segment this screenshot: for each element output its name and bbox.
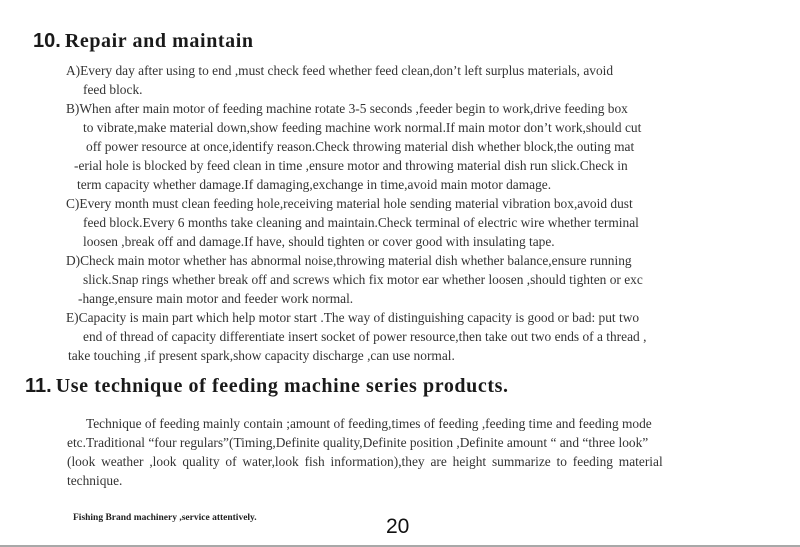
item-d-line: -hange,ensure main motor and feeder work normal. [78, 291, 354, 306]
page-number: 20 [386, 515, 410, 538]
item-d-line: D)Check main motor whether has abnormal noise,throwing material dish whether balance,ensure running [66, 253, 632, 268]
section-11-heading [25, 375, 509, 398]
item-b-line: term capacity whether damage.If damaging,exchange in time,avoid main motor damage. [77, 177, 552, 192]
paragraph-line: Technique of feeding mainly contain ;amount of feeding,times of feeding ,feeding time and feeding mode [86, 416, 652, 431]
item-c-line: C)Every month must clean feeding hole,receiving material hole sending material vibration box,avoid dust [66, 196, 633, 211]
item-e-line: take touching ,if present spark,show capacity discharge ,can use normal. [68, 348, 455, 363]
item-a-line: feed block. [83, 82, 143, 97]
item-b-line: -erial hole is blocked by feed clean in time ,ensure motor and throwing material dish run slick.Check in [74, 158, 628, 173]
item-e-line: end of thread of capacity differentiate insert socket of power resource,then take out two ends of a thread , [83, 329, 647, 344]
section-10-title: Repair and maintain [64, 30, 254, 52]
section-11-title: Use technique of feeding machine series products. [55, 375, 509, 397]
item-b-line: B)When after main motor of feeding machine rotate 3-5 seconds ,feeder begin to work,drive feeding box [66, 101, 628, 116]
paragraph-line: etc.Traditional “four regulars”(Timing,Definite quality,Definite position ,Definite amount “ and “three look” [67, 435, 649, 450]
item-b-line: off power resource at once,identify reason.Check throwing material dish whether block,the outing mat [86, 139, 635, 154]
item-c-line: feed block.Every 6 months take cleaning and maintain.Check terminal of electric wire whether terminal [83, 215, 639, 230]
paragraph-line: technique. [67, 473, 123, 488]
section-11-number: 11. [25, 375, 52, 397]
section-10-number: 10. [33, 30, 61, 52]
item-b-line: to vibrate,make material down,show feeding machine work normal.If main motor don’t work,should cut [83, 120, 642, 135]
item-c-line: loosen ,break off and damage.If have, should tighten or cover good with insulating tape. [83, 234, 555, 249]
footer-slogan: Fishing Brand machinery ,service attentively. [73, 513, 257, 523]
item-a-line: A)Every day after using to end ,must check feed whether feed clean,don’t left surplus materials, avoid [66, 63, 614, 78]
item-d-line: slick.Snap rings whether break off and screws which fix motor ear whether loosen ,should tighten or exc [83, 272, 643, 287]
section-10-heading [33, 30, 254, 53]
item-e-line: E)Capacity is main part which help motor start .The way of distinguishing capacity is good or bad: put two [66, 310, 640, 325]
paragraph-line: (look weather ,look quality of water,look fish information),they are height summarize to feeding material [67, 454, 663, 469]
